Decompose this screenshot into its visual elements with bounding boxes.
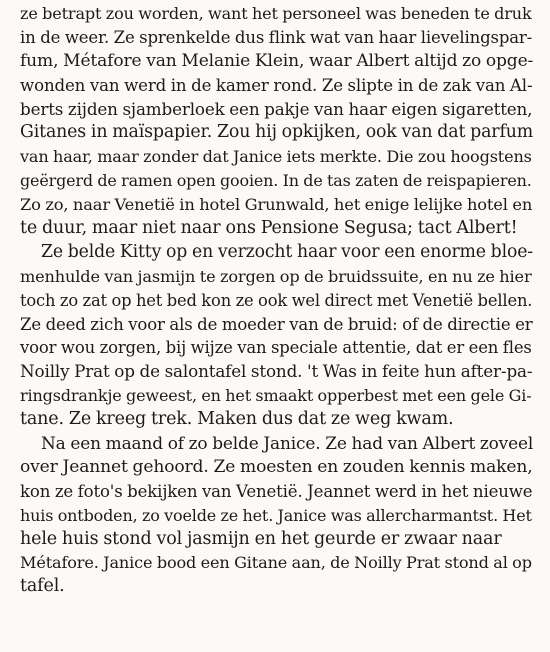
text-line: ze betrapt zou worden, want het personeel was beneden te druk — [20, 4, 532, 23]
text-line: huis ontboden, zo voelde ze het. Janice was allercharmantst. Het — [20, 505, 532, 525]
text-line-indented: Ze belde Kitty op en verzocht haar voor een enorme bloe- — [41, 241, 533, 262]
text-line: geërgerd de ramen open gooien. In de tas zaten de reispapieren. — [20, 171, 532, 191]
paragraph-1 — [20, 2, 536, 241]
text-line: te duur, maar niet naar ons Pensione Segusa; tact Albert! — [20, 218, 518, 239]
text-column — [20, 0, 536, 599]
text-line: menhulde van jasmijn te zorgen op de bruidssuite, en nu ze hier — [20, 266, 532, 286]
text-line: Gitanes in maïspapier. Zou hij opkijken, ook van dat parfum — [20, 122, 534, 143]
text-line-indented: Na een maand of zo belde Janice. Ze had van Albert zoveel — [41, 433, 534, 454]
text-line: berts zijden sjamberloek een pakje van haar eigen sigaretten, — [20, 98, 533, 119]
text-line: tafel. — [20, 576, 65, 597]
text-line: wonden van werd in de kamer rond. Ze slipte in de zak van Al- — [20, 75, 533, 95]
text-line: Métafore. Janice bood een Gitane aan, de Noilly Prat stond al op — [20, 553, 532, 573]
text-line: fum, Métafore van Melanie Klein, waar Albert altijd zo opge- — [20, 50, 534, 71]
paragraph-3 — [20, 432, 536, 599]
text-line: hele huis stond vol jasmijn en het geurde er zwaar naar — [20, 528, 502, 549]
text-line: ringsdrankje geweest, en het smaakt opperbest met een gele Gi- — [20, 386, 532, 406]
text-line: Ze deed zich voor als de moeder van de bruid: of de directie er — [20, 314, 533, 334]
paragraph-2 — [20, 241, 536, 432]
text-line: in de weer. Ze sprenkelde dus flink wat van haar lievelingspar- — [20, 27, 533, 47]
text-line: toch zo zat op het bed kon ze ook wel direct met Venetië bellen. — [20, 290, 533, 310]
text-line: tane. Ze kreeg trek. Maken dus dat ze weg kwam. — [20, 409, 454, 430]
text-line: kon ze foto's bekijken van Venetië. Jeannet werd in het nieuwe — [20, 481, 533, 501]
text-line: van haar, maar zonder dat Janice iets merkte. Die zou hoogstens — [20, 147, 532, 167]
text-line: over Jeannet gehoord. Ze moesten en zouden kennis maken, — [20, 456, 533, 477]
text-line: voor wou zorgen, bij wijze van speciale attentie, dat er een fles — [20, 338, 532, 358]
text-line: Zo zo, naar Venetië in hotel Grunwald, het enige lelijke hotel en — [20, 195, 533, 215]
text-line: Noilly Prat op de salontafel stond. 't Was in feite hun after-pa- — [20, 361, 533, 382]
